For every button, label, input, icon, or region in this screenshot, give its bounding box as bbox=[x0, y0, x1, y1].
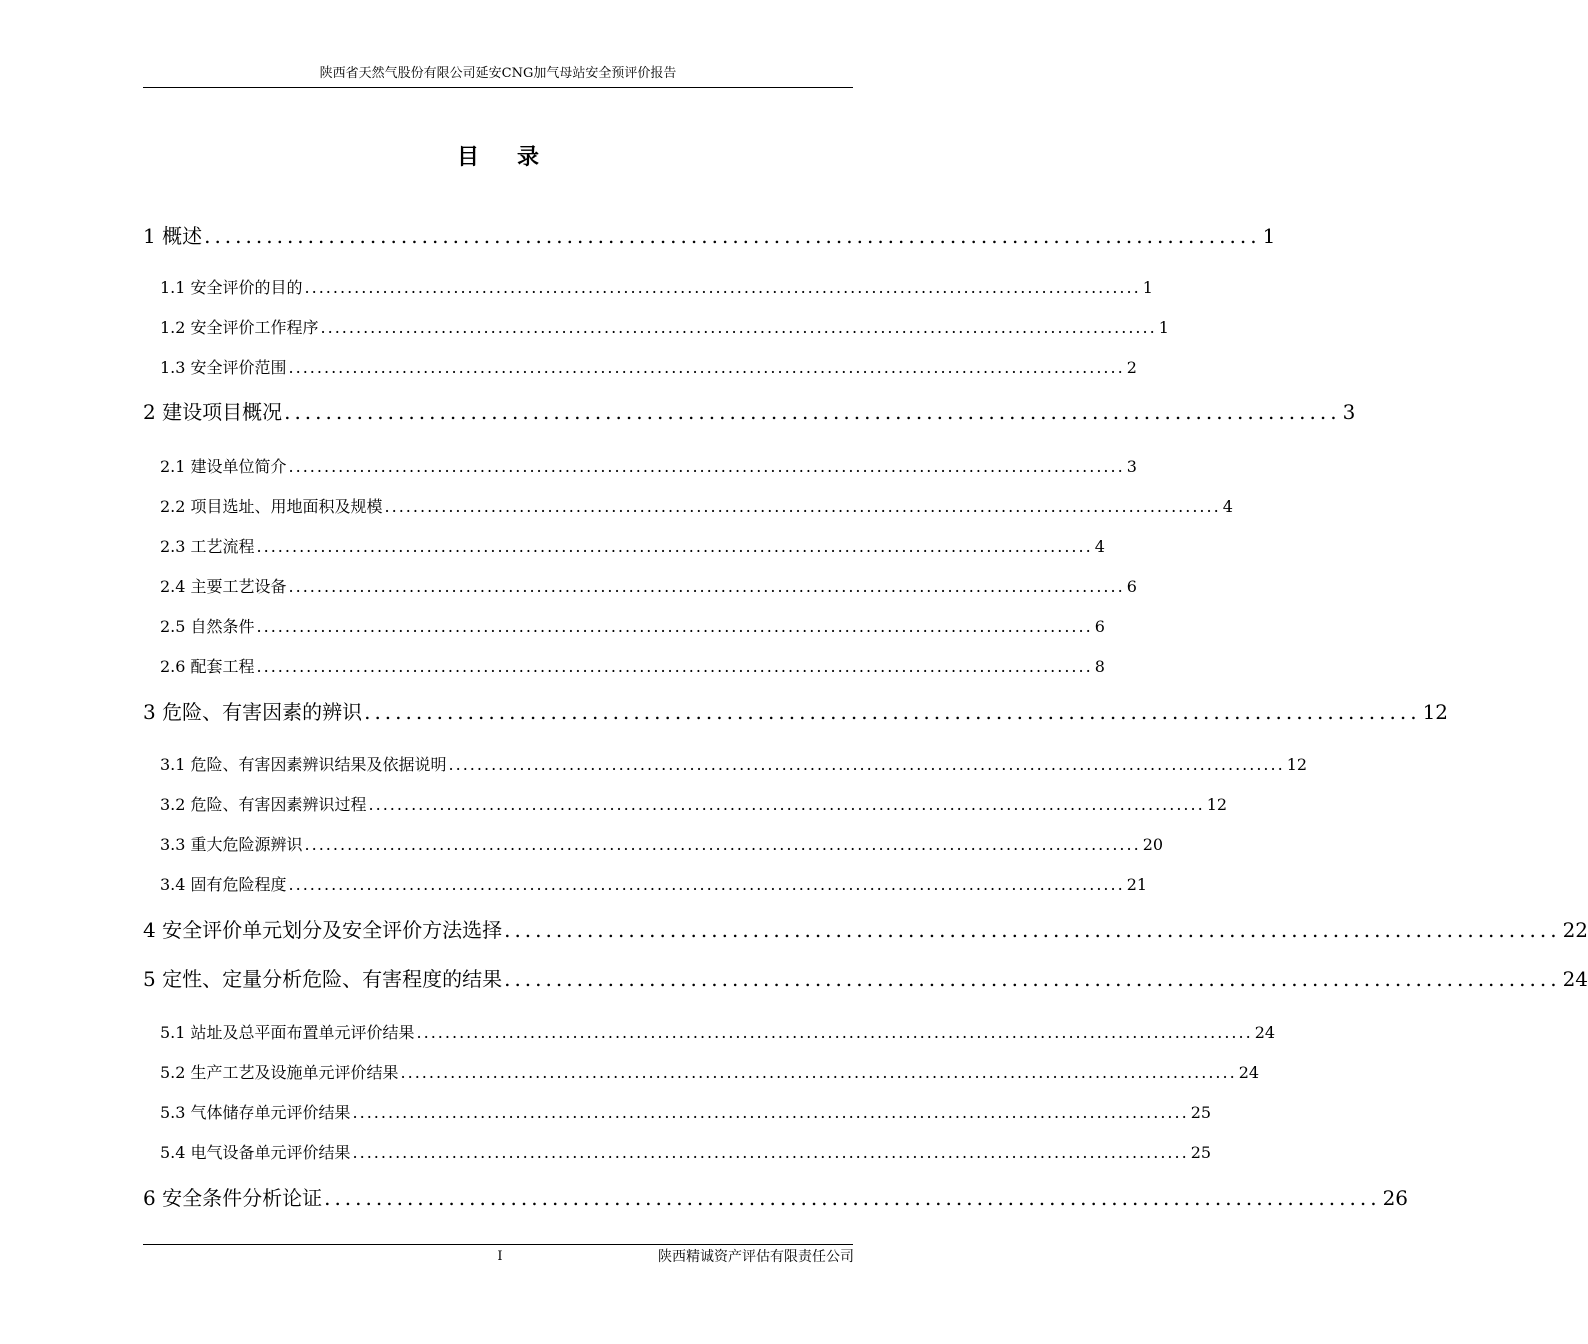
toc-entry-label: 2.1 建设单位简介 bbox=[160, 457, 287, 476]
toc-leader-dots: ...................................................................................................... bbox=[204, 224, 1261, 248]
toc-entry-label: 3 危险、有害因素的辨识 bbox=[143, 700, 363, 724]
running-header: 陕西省天然气股份有限公司延安CNG加气母站安全预评价报告 bbox=[319, 66, 677, 81]
toc-entry-label: 2.2 项目选址、用地面积及规模 bbox=[160, 497, 383, 516]
toc-leader-dots: ...................................................................................................................... bbox=[384, 497, 1221, 516]
toc-entry-page: 4 bbox=[1094, 537, 1105, 556]
toc-entry-page: 12 bbox=[1206, 795, 1228, 814]
toc-entry-page: 22 bbox=[1562, 918, 1588, 942]
toc-entry-label: 1 概述 bbox=[143, 224, 203, 248]
toc-entry-page: 1 bbox=[1142, 278, 1153, 297]
toc-entry[interactable] bbox=[160, 1022, 1276, 1044]
toc-entry-page: 1 bbox=[1262, 224, 1276, 248]
toc-entry[interactable] bbox=[160, 834, 1164, 856]
toc-leader-dots: ...................................................................................................................... bbox=[288, 358, 1125, 377]
toc-entry-page: 26 bbox=[1382, 1186, 1409, 1210]
footer-page-number: I bbox=[497, 1249, 503, 1264]
toc-entry[interactable] bbox=[160, 754, 1308, 776]
toc-entry-label: 1.3 安全评价范围 bbox=[160, 358, 287, 377]
toc-leader-dots: ...................................................................................................................... bbox=[400, 1063, 1237, 1082]
toc-entry-label: 2 建设项目概况 bbox=[143, 400, 283, 424]
toc-leader-dots: ...................................................................................................................... bbox=[256, 537, 1093, 556]
toc-leader-dots: ...................................................................................................................... bbox=[288, 875, 1125, 894]
toc-entry-label: 6 安全条件分析论证 bbox=[143, 1186, 323, 1210]
footer-company-name: 陕西精诚资产评估有限责任公司 bbox=[658, 1249, 854, 1265]
toc-leader-dots: ...................................................................................................................... bbox=[352, 1103, 1189, 1122]
toc-leader-dots: ...................................................................................................... bbox=[364, 700, 1421, 724]
toc-entry-label: 5.2 生产工艺及设施单元评价结果 bbox=[160, 1063, 399, 1082]
toc-entry[interactable] bbox=[160, 576, 1137, 598]
toc-entry[interactable] bbox=[143, 1185, 1409, 1211]
toc-entry[interactable] bbox=[160, 277, 1153, 299]
toc-leader-dots: ...................................................................................................................... bbox=[320, 318, 1157, 337]
toc-entry[interactable] bbox=[143, 917, 1588, 943]
toc-entry-label: 3.3 重大危险源辨识 bbox=[160, 835, 303, 854]
toc-entry-page: 25 bbox=[1190, 1143, 1212, 1162]
toc-entry-label: 1.2 安全评价工作程序 bbox=[160, 318, 319, 337]
toc-entry-page: 24 bbox=[1562, 967, 1588, 991]
toc-entry-label: 4 安全评价单元划分及安全评价方法选择 bbox=[143, 918, 503, 942]
toc-leader-dots: ...................................................................................................................... bbox=[288, 457, 1125, 476]
toc-entry[interactable] bbox=[160, 794, 1228, 816]
toc-entry[interactable] bbox=[160, 1062, 1260, 1084]
toc-entry-label: 1.1 安全评价的目的 bbox=[160, 278, 303, 297]
toc-entry[interactable] bbox=[143, 399, 1356, 425]
toc-entry-page: 2 bbox=[1126, 358, 1137, 377]
toc-entry-page: 6 bbox=[1094, 617, 1105, 636]
toc-leader-dots: ...................................................................................................................... bbox=[416, 1023, 1253, 1042]
toc-entry-page: 21 bbox=[1126, 875, 1148, 894]
toc-entry[interactable] bbox=[160, 656, 1105, 678]
toc-entry-label: 3.2 危险、有害因素辨识过程 bbox=[160, 795, 367, 814]
toc-entry[interactable] bbox=[160, 496, 1233, 518]
toc-leader-dots: ...................................................................................................................... bbox=[256, 617, 1093, 636]
toc-entry-page: 3 bbox=[1342, 400, 1356, 424]
toc-entry-label: 2.3 工艺流程 bbox=[160, 537, 255, 556]
toc-entry-page: 4 bbox=[1222, 497, 1233, 516]
toc-entry[interactable] bbox=[160, 1102, 1212, 1124]
toc-entry[interactable] bbox=[160, 536, 1105, 558]
toc-entry-page: 24 bbox=[1238, 1063, 1260, 1082]
toc-entry-label: 5 定性、定量分析危险、有害程度的结果 bbox=[143, 967, 503, 991]
toc-entry-page: 20 bbox=[1142, 835, 1164, 854]
toc-entry-label: 2.4 主要工艺设备 bbox=[160, 577, 287, 596]
toc-leader-dots: ...................................................................................................... bbox=[504, 918, 1561, 942]
toc-leader-dots: ...................................................................................................................... bbox=[304, 278, 1141, 297]
toc-entry[interactable] bbox=[160, 616, 1105, 638]
toc-entry-label: 5.3 气体储存单元评价结果 bbox=[160, 1103, 351, 1122]
toc-entry-label: 2.6 配套工程 bbox=[160, 657, 255, 676]
toc-leader-dots: ...................................................................................................... bbox=[324, 1186, 1381, 1210]
toc-leader-dots: ...................................................................................................................... bbox=[352, 1143, 1189, 1162]
toc-entry-label: 5.1 站址及总平面布置单元评价结果 bbox=[160, 1023, 415, 1042]
toc-entry-page: 24 bbox=[1254, 1023, 1276, 1042]
toc-entry[interactable] bbox=[143, 966, 1588, 992]
toc-entry[interactable] bbox=[143, 699, 1449, 725]
toc-leader-dots: ...................................................................................................................... bbox=[448, 755, 1285, 774]
toc-leader-dots: ...................................................................................................................... bbox=[288, 577, 1125, 596]
toc-leader-dots: ...................................................................................................................... bbox=[256, 657, 1093, 676]
toc-entry-page: 1 bbox=[1158, 318, 1169, 337]
toc-entry-page: 12 bbox=[1286, 755, 1308, 774]
toc-leader-dots: ...................................................................................................................... bbox=[304, 835, 1141, 854]
page-title: 目录 bbox=[456, 145, 577, 170]
toc-entry-label: 2.5 自然条件 bbox=[160, 617, 255, 636]
toc-entry[interactable] bbox=[160, 456, 1137, 478]
toc-entry-page: 8 bbox=[1094, 657, 1105, 676]
toc-entry-page: 3 bbox=[1126, 457, 1137, 476]
toc-entry[interactable] bbox=[160, 874, 1148, 896]
toc-entry-label: 3.4 固有危险程度 bbox=[160, 875, 287, 894]
toc-entry-page: 25 bbox=[1190, 1103, 1212, 1122]
toc-leader-dots: ...................................................................................................................... bbox=[368, 795, 1205, 814]
toc-entry-label: 3.1 危险、有害因素辨识结果及依据说明 bbox=[160, 755, 447, 774]
toc-entry[interactable] bbox=[160, 1142, 1212, 1164]
toc-leader-dots: ...................................................................................................... bbox=[284, 400, 1341, 424]
toc-entry[interactable] bbox=[160, 317, 1169, 339]
toc-entry-page: 12 bbox=[1422, 700, 1449, 724]
toc-entry[interactable] bbox=[160, 357, 1137, 379]
footer-divider bbox=[143, 1244, 853, 1245]
toc-entry-label: 5.4 电气设备单元评价结果 bbox=[160, 1143, 351, 1162]
toc-leader-dots: ...................................................................................................... bbox=[504, 967, 1561, 991]
toc-entry[interactable] bbox=[143, 223, 1276, 249]
toc-entry-page: 6 bbox=[1126, 577, 1137, 596]
